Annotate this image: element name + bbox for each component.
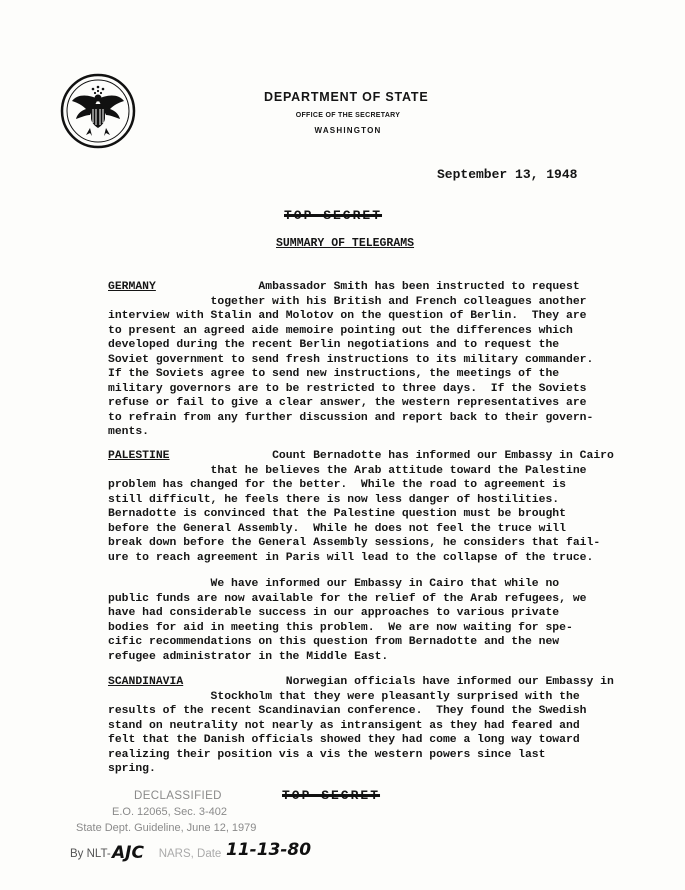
section-body-germany: Ambassador Smith has been instructed to request together with his British and French colleagues another interview with Stalin and Molotov on the question of Berlin. They are to present an agreed aide memoire pointing out the differences which developed during the recent Berlin negotiations and to request the Soviet government to send fresh instructions to its military commander. If the Soviets agree to send new instructions, the meetings of the military governors are to be restricted to three days. If the Soviets refuse or fail to give a clear answer, the western representatives are to refrain from any further discussion and report back to their govern- ments. [108,281,594,438]
declassified-by-label: By NLT- [70,848,111,860]
city-name: WASHINGTON [314,126,382,135]
handwritten-date: 11-13-80 [226,840,312,860]
declassified-date-label: NARS, Date [158,848,222,860]
section-palestine-continued: We have informed our Embassy in Cairo that while no public funds are now available for the relief of the Arab refugees, we have had considerable success in our approaches to various private bodies for aid in meeting this problem. We are now waiting for spe- cific recommendations on this question from Bernadotte and the new refugee administrator in the Middle East. [108,578,587,663]
department-name: DEPARTMENT OF STATE [264,90,429,104]
classification-marking-bottom: TOP SECRET [282,788,381,803]
handwritten-initials: AJC [112,843,144,863]
classification-marking-top: TOP SECRET [284,208,383,223]
section-body-palestine: Count Bernadotte has informed our Embassy in Cairo that he believes the Arab attitude toward the Palestine problem has changed for the better. While the road to agreement is still difficult, he feels there is now less danger of hostilities. Bernadotte is convinced that the Palestine question must be brought before the General Assembly. While he does not feel the truce will break down before the General Assembly sessions, he considers that fail- ure to reach agreement in Paris will lead to the collapse of the truce. [108,450,614,564]
section-body-scandinavia: Norwegian officials have informed our Embassy in Stockholm that they were pleasantly surprised with the results of the recent Scandinavian conference. They found the Swedish stand on neutrality not nearly as intransigent as they had feared and felt that the Danish officials showed they had come a long way toward realizing their position vis a vis the western powers since last spring. [108,676,614,775]
document-date: September 13, 1948 [437,167,578,182]
section-heading-scandinavia: SCANDINAVIA [108,676,184,688]
section-scandinavia [108,675,614,777]
great-seal-icon [60,73,136,149]
declassified-stamp: DECLASSIFIED [134,790,222,802]
declassified-by [70,848,221,860]
section-palestine [108,449,614,565]
section-germany [108,280,594,440]
document-title: SUMMARY OF TELEGRAMS [276,237,415,250]
section-heading-germany: GERMANY [108,281,156,293]
declassified-guideline: State Dept. Guideline, June 12, 1979 [76,822,257,834]
office-name: OFFICE OF THE SECRETARY [295,112,401,119]
declassified-authority: E.O. 12065, Sec. 3-402 [112,806,227,818]
section-heading-palestine: PALESTINE [108,450,170,462]
